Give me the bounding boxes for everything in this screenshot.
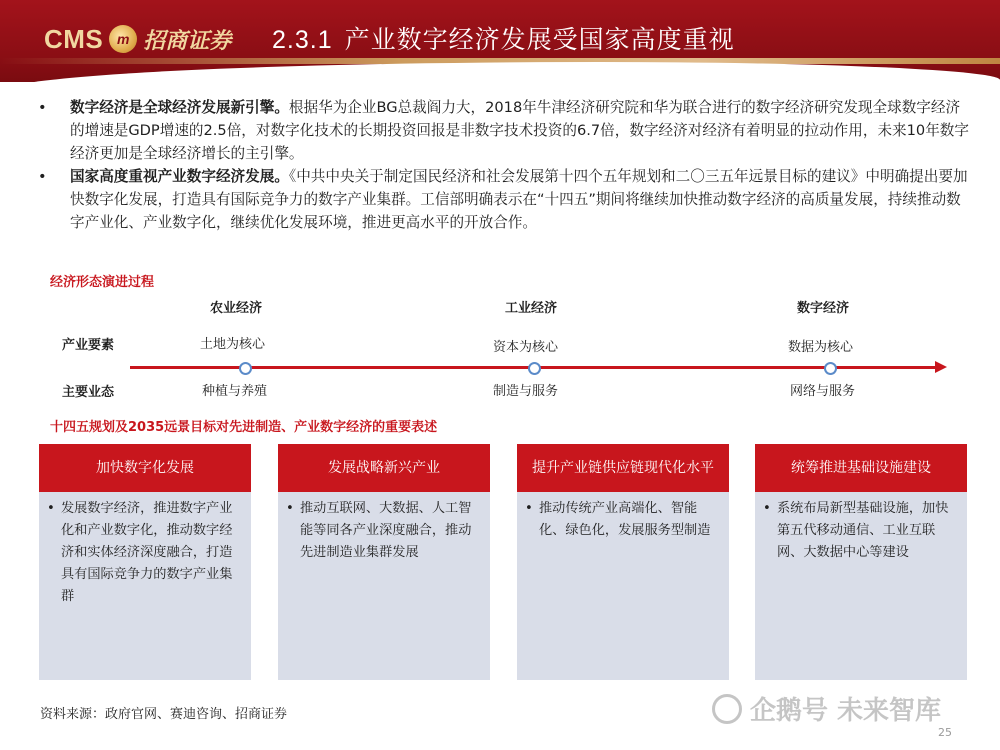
card-body bbox=[47, 498, 243, 672]
bullet-dot: • bbox=[38, 168, 47, 185]
bullet-list bbox=[38, 96, 973, 234]
card-text: 推动传统产业高端化、智能化、绿色化，发展服务型制造 bbox=[539, 501, 711, 538]
plan-card bbox=[517, 444, 729, 680]
plan-card bbox=[755, 444, 967, 680]
plan-section-label: 十四五规划及2035远景目标对先进制造、产业数字经济的重要表述 bbox=[50, 420, 438, 435]
row-label-factor: 产业要素 bbox=[62, 338, 115, 353]
factor-industrial: 资本为核心 bbox=[493, 340, 559, 355]
stage-agricultural: 农业经济 bbox=[210, 301, 263, 316]
page-number: 25 bbox=[938, 726, 952, 739]
logo-emblem-icon: m bbox=[109, 25, 137, 53]
bullet-text: 《中共中央关于制定国民经济和社会发展第十四个五年规划和二〇三五年远景目标的建议》中明确提出要加快数字化发展，打造具有国际竞争力的数字产业集群。工信部明确表示在“十四五”期间将继续加快推动数字经济的高质量发展，持续推动数字产业化、产业数字化，继续优化发展环境，推进更高水平的开放合作。 bbox=[70, 168, 968, 231]
factor-digital: 数据为核心 bbox=[788, 340, 854, 355]
row-label-form: 主要业态 bbox=[62, 385, 115, 400]
watermark-text: 企鹅号 未来智库 bbox=[750, 696, 942, 726]
timeline-arrow-icon bbox=[935, 361, 947, 373]
penguin-logo-icon bbox=[712, 694, 742, 724]
bullet-heading: 数字经济是全球经济发展新引擎。 bbox=[70, 99, 289, 116]
bullet-dot: • bbox=[286, 501, 294, 516]
card-body bbox=[286, 498, 482, 672]
bullet-item bbox=[38, 96, 973, 165]
form-agricultural: 种植与养殖 bbox=[202, 384, 268, 399]
card-body bbox=[525, 498, 721, 672]
card-title: 发展战略新兴产业 bbox=[278, 444, 490, 492]
stage-digital: 数字经济 bbox=[797, 301, 850, 316]
bullet-item bbox=[38, 165, 973, 234]
form-digital: 网络与服务 bbox=[790, 384, 856, 399]
bullet-text: 根据华为企业BG总裁阎力大，2018年牛津经济研究院和华为联合进行的数字经济研究发现全球数字经济的增速是GDP增速的2.5倍，对数字化技术的长期投资回报是非数字技术投资的6.7倍，数字经济对经济有着明显的拉动作用，未来10年数字经济更加是全球经济增长的主引擎。 bbox=[70, 99, 969, 162]
company-logo bbox=[44, 22, 231, 56]
bullet-dot: • bbox=[525, 501, 533, 516]
factor-agricultural: 土地为核心 bbox=[200, 337, 266, 352]
source-note: 资料来源：政府官网、赛迪咨询、招商证券 bbox=[40, 707, 288, 722]
timeline-section-label: 经济形态演进过程 bbox=[50, 275, 155, 290]
stage-industrial: 工业经济 bbox=[505, 301, 558, 316]
logo-cms-text: CMS bbox=[44, 23, 104, 54]
card-title: 加快数字化发展 bbox=[39, 444, 251, 492]
bullet-dot: • bbox=[763, 501, 771, 516]
bullet-dot: • bbox=[47, 501, 55, 516]
card-text: 推动互联网、大数据、人工智能等同各产业深度融合，推动先进制造业集群发展 bbox=[300, 501, 472, 560]
watermark bbox=[712, 690, 941, 727]
timeline-node bbox=[824, 362, 837, 375]
card-text: 发展数字经济，推进数字产业化和产业数字化，推动数字经济和实体经济深度融合，打造具有国际竞争力的数字产业集群 bbox=[61, 501, 233, 604]
plan-card bbox=[39, 444, 251, 680]
logo-chinese-text: 招商证券 bbox=[143, 27, 232, 54]
plan-card bbox=[278, 444, 490, 680]
card-title: 统筹推进基础设施建设 bbox=[755, 444, 967, 492]
title-text: 产业数字经济发展受国家高度重视 bbox=[344, 25, 735, 54]
card-text: 系统布局新型基础设施，加快第五代移动通信、工业互联网、大数据中心等建设 bbox=[777, 501, 949, 560]
timeline-node bbox=[239, 362, 252, 375]
form-industrial: 制造与服务 bbox=[493, 384, 559, 399]
card-title: 提升产业链供应链现代化水平 bbox=[517, 444, 729, 492]
page-title bbox=[272, 20, 735, 56]
bullet-dot: • bbox=[38, 99, 47, 116]
timeline-node bbox=[528, 362, 541, 375]
card-body bbox=[763, 498, 959, 672]
bullet-heading: 国家高度重视产业数字经济发展。 bbox=[70, 168, 289, 185]
section-number: 2.3.1 bbox=[272, 26, 333, 54]
